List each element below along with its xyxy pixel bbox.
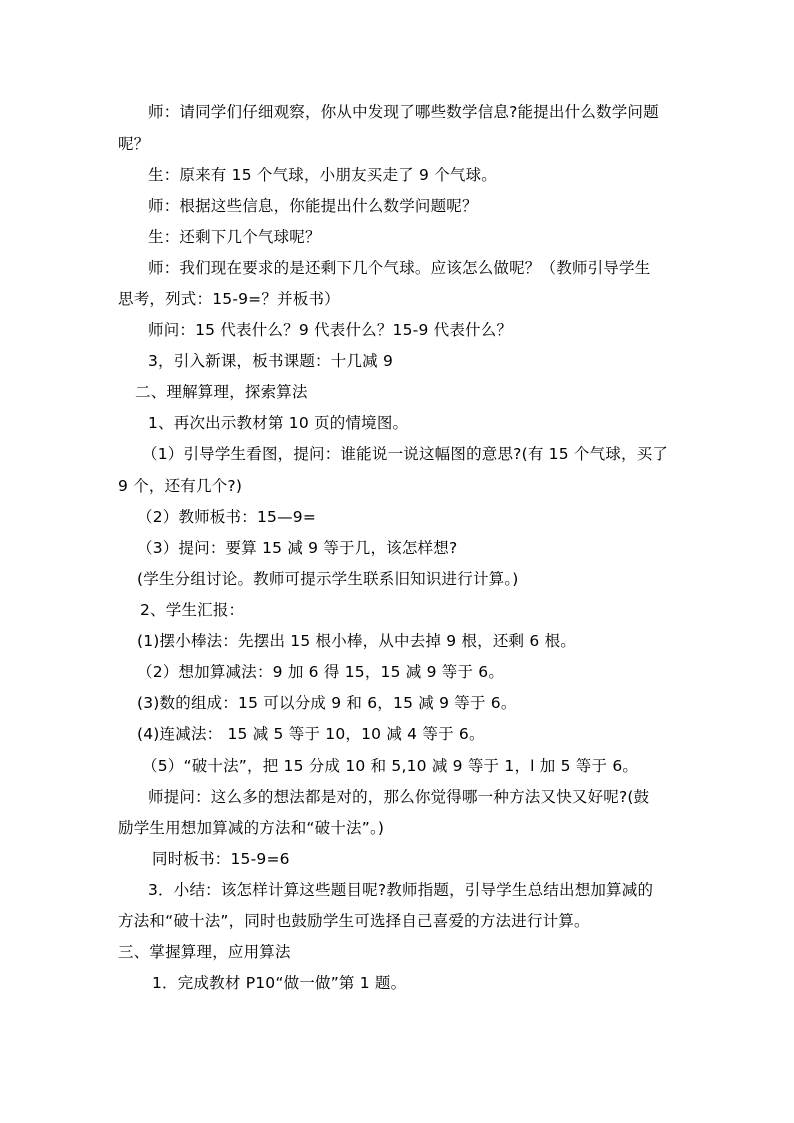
text-line: 师提问：这么多的想法都是对的，那么你觉得哪一种方法又快又好呢?(鼓 (148, 788, 650, 806)
text-line: (4)连减法： 15 减 5 等于 10，10 减 4 等于 6。 (137, 725, 485, 743)
text-line: （5）“破十法”，把 15 分成 10 和 5,10 减 9 等于 1，l 加 5 等于 6。 (142, 757, 639, 775)
text-line: （2）教师板书：15—9= (137, 508, 317, 526)
text-line: 2、学生汇报： (140, 601, 245, 619)
text-line: 3，引入新课，板书课题：十几减 9 (148, 352, 394, 370)
text-line: 生：还剩下几个气球呢？ (148, 228, 321, 246)
text-line: 励学生用想加算减的方法和“破十法”。) (118, 819, 385, 837)
text-line: 1．完成教材 P10“做一做”第 1 题。 (152, 974, 407, 992)
text-line: 9 个，还有几个?) (118, 477, 243, 495)
text-line: 思考，列式：15-9=？并板书） (118, 290, 340, 308)
text-line: 1、再次出示教材第 10 页的情境图。 (148, 414, 409, 432)
text-line: （3）提问：要算 15 减 9 等于几，该怎样想? (137, 539, 458, 557)
text-line: （2）想加算减法：9 加 6 得 15，15 减 9 等于 6。 (137, 663, 505, 681)
text-line: 方法和“破十法”，同时也鼓励学生可选择自己喜爱的方法进行计算。 (118, 912, 590, 930)
text-line: 师：请同学们仔细观察，你从中发现了哪些数学信息?能提出什么数学问题 (148, 103, 659, 121)
text-line: 生：原来有 15 个气球，小朋友买走了 9 个气球。 (148, 166, 497, 184)
text-line: 同时板书：15-9=6 (152, 850, 290, 868)
text-line: 师问：15 代表什么？9 代表什么？15-9 代表什么？ (148, 321, 513, 339)
text-line: (1)摆小棒法：先摆出 15 根小棒，从中去掉 9 根，还剩 6 根。 (137, 632, 576, 650)
text-line: 师：我们现在要求的是还剩下几个气球。应该怎么做呢？（教师引导学生 (148, 259, 651, 277)
text-line: （1）引导学生看图，提问：谁能说一说这幅图的意思?(有 15 个气球，买了 (142, 445, 669, 463)
text-line: 呢？ (118, 135, 150, 153)
text-line: (3)数的组成：15 可以分成 9 和 6，15 减 9 等于 6。 (137, 694, 517, 712)
section-heading: 二、理解算理，探索算法 (135, 383, 308, 401)
section-heading: 三、掌握算理，应用算法 (118, 943, 291, 961)
text-line: (学生分组讨论。教师可提示学生联系旧知识进行计算。) (137, 570, 519, 588)
text-line: 3．小结：该怎样计算这些题目呢?教师指题，引导学生总结出想加算减的 (148, 881, 654, 899)
text-line: 师：根据这些信息，你能提出什么数学问题呢？ (148, 197, 478, 215)
